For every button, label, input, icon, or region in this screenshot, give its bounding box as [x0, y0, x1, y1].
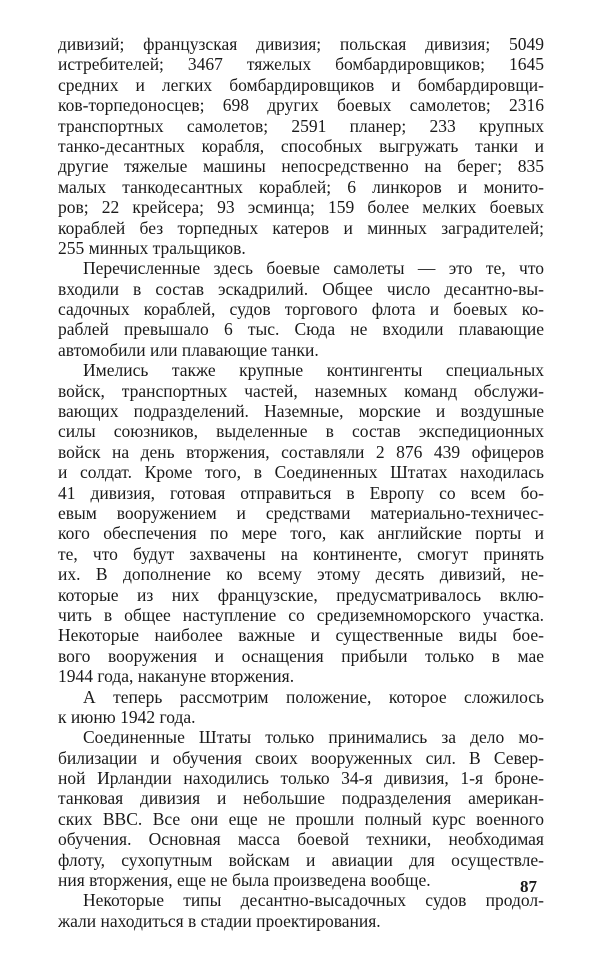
page-body: [58, 34, 544, 931]
text-line: Соединенные Штаты только принимались за дело мо-: [83, 727, 544, 748]
text-line: Имелись также крупные контингенты специальных: [83, 360, 544, 381]
text-line: 1944 года, накануне вторжения.: [58, 666, 295, 687]
text-line: ских ВВС. Все они еще не прошли полный курс военного: [58, 808, 544, 829]
text-line: А теперь рассмотрим положение, которое сложилось: [83, 686, 544, 707]
text-line: войск, транспортных частей, наземных команд обслужи-: [58, 380, 544, 401]
text-line: силы союзников, выделенные в состав экспедиционных: [58, 421, 544, 442]
text-line: Некоторые наиболее важные и существенные виды бое-: [58, 625, 544, 646]
text-line: которые из них французские, предусматривалось вклю-: [58, 584, 544, 605]
text-line: и солдат. Кроме того, в Соединенных Штатах находилась: [58, 462, 544, 483]
paragraph: [58, 360, 544, 686]
text-line: флоту, сухопутным войскам и авиации для осуществле-: [58, 849, 544, 870]
text-line: евым вооружением и средствами материально-техничес-: [58, 502, 544, 523]
text-line: 255 минных тральщиков.: [58, 237, 246, 258]
text-line: Перечисленные здесь боевые самолеты — это те, что: [83, 258, 544, 279]
paragraph: [58, 34, 544, 258]
text-line: танковая дивизия и небольшие подразделения американ-: [58, 788, 544, 809]
text-line: малых танкодесантных кораблей; 6 линкоров и монито-: [58, 176, 544, 197]
paragraph: [58, 727, 544, 890]
text-line: транспортных самолетов; 2591 планер; 233 крупных: [58, 115, 544, 136]
text-line: войск на день вторжения, составляли 2 876 439 офицеров: [58, 441, 544, 462]
text-line: дивизий; французская дивизия; польская дивизия; 5049: [58, 34, 544, 54]
text-line: ния вторжения, еще не была произведена вообще.: [58, 870, 431, 891]
text-line: их. В дополнение ко всему этому десять дивизий, не-: [58, 564, 544, 585]
paragraph: [58, 258, 544, 360]
page-number: 87: [520, 877, 537, 896]
text-line: раблей превышало 6 тыс. Сюда не входили плавающие: [58, 319, 544, 340]
text-line: те, что будут захвачены на континенте, смогут принять: [58, 543, 544, 564]
text-line: ной Ирландии находились только 34-я дивизия, 1-я броне-: [58, 768, 544, 789]
text-line: танко-десантных корабля, способных выгружать танки и: [58, 135, 544, 156]
text-line: вающих подразделений. Наземные, морские и воздушные: [58, 401, 544, 422]
text-line: средних и легких бомбардировщиков и бомбардировщи-: [58, 74, 544, 95]
text-line: обучения. Основная масса боевой техники, необходимая: [58, 829, 544, 850]
text-line: ров; 22 крейсера; 93 эсминца; 159 более мелких боевых: [58, 197, 544, 218]
text-line: кораблей без торпедных катеров и минных заградителей;: [58, 217, 544, 238]
text-line: входили в состав эскадрилий. Общее число десантно-вы-: [58, 278, 544, 299]
text-line: кого обеспечения по мере того, как английские порты и: [58, 523, 544, 544]
text-line: жали находиться в стадии проектирования.: [58, 910, 381, 931]
text-line: садочных кораблей, судов торгового флота и боевых ко-: [58, 299, 544, 320]
text-line: Некоторые типы десантно-высадочных судов продол-: [83, 890, 544, 911]
text-line: другие тяжелые машины непосредственно на берег; 835: [58, 156, 544, 177]
text-line: ков-торпедоносцев; 698 других боевых самолетов; 2316: [58, 95, 544, 116]
text-line: 41 дивизия, готовая отправиться в Европу со всем бо-: [58, 482, 544, 503]
text-line: чить в общее наступление со средиземноморского участка.: [58, 604, 544, 625]
text-line: истребителей; 3467 тяжелых бомбардировщиков; 1645: [58, 54, 544, 75]
paragraph: [58, 890, 544, 931]
text-line: к июню 1942 года.: [58, 706, 196, 727]
text-line: автомобили или плавающие танки.: [58, 339, 319, 360]
paragraph: [58, 687, 544, 728]
text-line: вого вооружения и оснащения прибыли только в мае: [58, 645, 544, 666]
text-line: билизации и обучения своих вооруженных сил. В Север-: [58, 747, 544, 768]
